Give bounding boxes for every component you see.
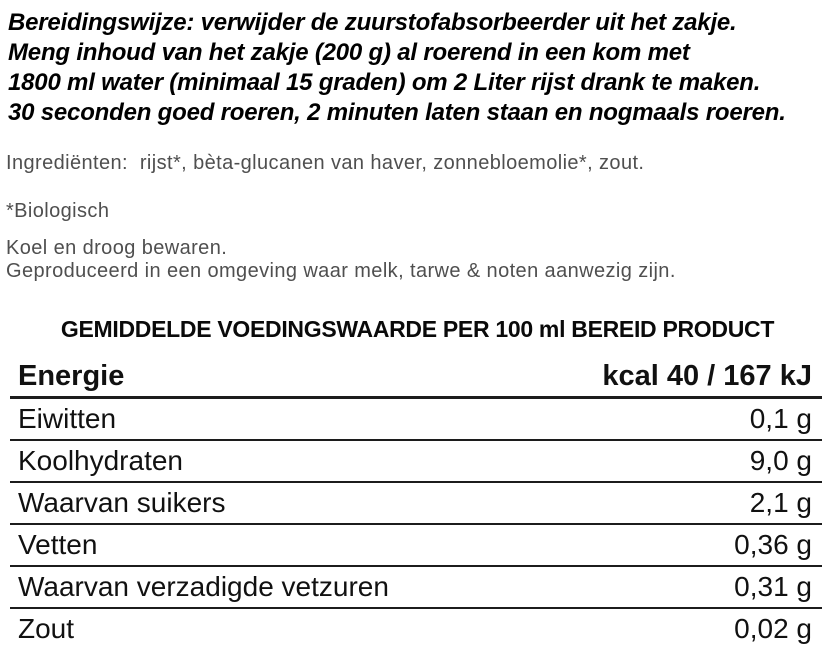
- nutrient-label: Eiwitten: [18, 403, 117, 434]
- nutrition-row-verzadigde-vetzuren: [10, 567, 822, 609]
- nutrient-value: 0,02 g: [734, 613, 812, 644]
- preparation-line: 30 seconden goed roeren, 2 minuten laten staan en nogmaals roeren.: [8, 99, 786, 126]
- storage-line: Koel en droog bewaren.: [6, 237, 228, 259]
- nutrient-label: Waarvan verzadigde vetzuren: [18, 571, 389, 602]
- preparation-instructions: [8, 8, 833, 128]
- nutrition-table: [10, 356, 822, 649]
- ingredients-line: Ingrediënten: rijst*, bèta-glucanen van haver, zonnebloemolie*, zout.: [6, 152, 645, 174]
- allergen-line: Geproduceerd in een omgeving waar melk, tarwe & noten aanwezig zijn.: [6, 260, 676, 282]
- preparation-line: 1800 ml water (minimaal 15 graden) om 2 Liter rijst drank te maken.: [8, 69, 761, 96]
- nutrition-row-koolhydraten: [10, 441, 822, 483]
- nutrient-value: kcal 40 / 167 kJ: [602, 359, 812, 392]
- organic-note: *Biologisch: [6, 200, 110, 222]
- preparation-line: Meng inhoud van het zakje (200 g) al roerend in een kom met: [8, 39, 690, 66]
- nutrition-table-title: GEMIDDELDE VOEDINGSWAARDE PER 100 ml BEREID PRODUCT: [60, 316, 775, 342]
- nutrient-label: Vetten: [18, 529, 98, 560]
- nutrient-value: 0,31 g: [734, 571, 812, 602]
- nutrition-row-energie: [10, 356, 822, 399]
- nutrient-label: Zout: [18, 613, 75, 644]
- nutrition-row-eiwitten: [10, 399, 822, 441]
- nutrient-label: Energie: [18, 359, 125, 392]
- nutrition-row-waarvan-suikers: [10, 483, 822, 525]
- nutrition-row-vetten: [10, 525, 822, 567]
- nutrient-value: 0,1 g: [749, 403, 812, 434]
- storage-info: [6, 237, 676, 283]
- preparation-line: Bereidingswijze: verwijder de zuurstofabsorbeerder uit het zakje.: [8, 9, 737, 36]
- nutrient-value: 9,0 g: [749, 445, 812, 476]
- nutrient-value: 2,1 g: [749, 487, 812, 518]
- nutrition-row-zout: [10, 609, 822, 649]
- nutrient-value: 0,36 g: [734, 529, 812, 560]
- nutrient-label: Waarvan suikers: [18, 487, 226, 518]
- nutrient-label: Koolhydraten: [18, 445, 184, 476]
